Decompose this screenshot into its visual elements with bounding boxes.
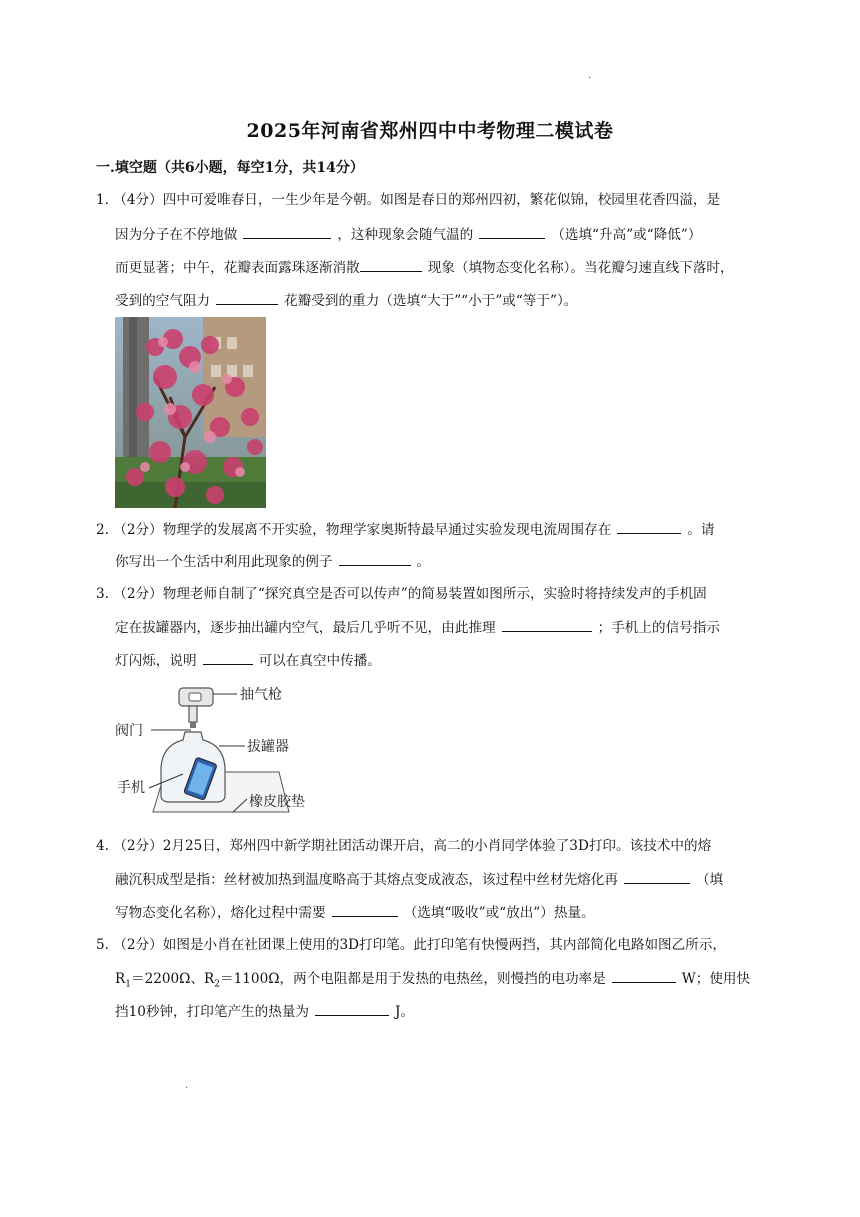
- q5-text: J。: [395, 1004, 415, 1020]
- valve-shape: [190, 722, 196, 728]
- q4-line-1: 4. （2分）2月25日，郑州四中新学期社团活动课开启，高二的小肖同学体验了3D打印。该技术中的熔: [96, 838, 712, 854]
- q1-text: 现象（填物态变化名称）。当花瓣匀速直线下落时，: [427, 260, 734, 276]
- q3-line-1: 3. （2分）物理老师自制了“探究真空是否可以传声”的简易装置如图所示，实验时将持续发声的手机固: [96, 586, 707, 602]
- q4-text: 写物态变化名称），熔化过程中需要: [115, 905, 326, 921]
- q5-r1-subscript: 1: [125, 979, 131, 990]
- label-valve: 阀门: [115, 723, 143, 739]
- apparatus-figure: [113, 684, 313, 824]
- q3-blank-1[interactable]: [502, 617, 592, 632]
- q1-text: ，这种现象会随气温的: [337, 227, 474, 243]
- q4-text: 融沉积成型是指：丝材被加热到温度略高于其熔点变成液态，该过程中丝材先熔化再: [115, 872, 618, 888]
- q4-text: （选填“吸收”或“放出”）热量。: [403, 905, 595, 921]
- footer-dot: .: [185, 1080, 189, 1091]
- q1-line-3: [115, 257, 734, 278]
- q1-line-2: [115, 224, 701, 245]
- q5-blank-2[interactable]: [315, 1001, 389, 1016]
- q5-line-1: 5. （2分）如图是小肖在社团课上使用的3D打印笔。此打印笔有快慢两挡，其内部简化电路如图乙所示，: [96, 937, 727, 953]
- cherry-blossom-image: [115, 317, 266, 508]
- section-heading: 一.填空题（共6小题，每空1分，共14分）: [96, 160, 364, 176]
- q1-text: 花瓣受到的重力（选填“大于”“小于”或“等于”）。: [284, 293, 578, 309]
- q1-line-4: [115, 290, 577, 311]
- q3-blank-2[interactable]: [203, 650, 253, 665]
- q5-blank-1[interactable]: [612, 968, 676, 983]
- q3-text: 可以在真空中传播。: [258, 653, 381, 669]
- q1-text: 受到的空气阻力: [115, 293, 211, 309]
- label-pump-gun: 抽气枪: [240, 687, 282, 703]
- q3-text: 定在拔罐器内，逐步抽出罐内空气，最后几乎听不见，由此推理: [115, 620, 496, 636]
- q4-line-3: [115, 902, 595, 923]
- q5-line-2: [115, 968, 750, 995]
- q3-line-3: [115, 650, 381, 671]
- q2-text: 你写出一个生活中利用此现象的例子: [115, 554, 333, 570]
- q1-line-1: 1. （4分）四中可爱唯春日，一生少年是今朝。如图是春日的郑州四初，繁花似锦，校园里花香四溢，是: [96, 192, 721, 208]
- q2-line-2: [115, 551, 430, 572]
- q4-text: （填: [695, 872, 724, 888]
- q2-text: 。: [416, 554, 431, 570]
- q1-text: 而更显著；中午，花瓣表面露珠逐渐消散: [115, 260, 360, 276]
- label-rubber-pad: 橡皮胶垫: [249, 794, 305, 810]
- q1-blank-4[interactable]: [216, 290, 278, 305]
- q1-blank-3[interactable]: [360, 257, 422, 272]
- q5-r2-symbol: R: [204, 971, 215, 987]
- vacuum-apparatus-diagram: [113, 684, 313, 824]
- q5-text: 挡10秒钟，打印笔产生的热量为: [115, 1004, 310, 1020]
- q3-text: 灯闪烁，说明: [115, 653, 197, 669]
- q2-line-1: [96, 519, 715, 540]
- q5-r2-subscript: 2: [214, 979, 221, 990]
- q1-blank-2[interactable]: [479, 224, 545, 239]
- label-cupping-jar: 拔罐器: [247, 739, 289, 755]
- cherry-blossom-photo: [115, 317, 266, 508]
- q1-text: （选填“升高”或“降低”）: [551, 227, 702, 243]
- header-dot: .: [588, 70, 592, 81]
- q4-blank-2[interactable]: [332, 902, 398, 917]
- q1-text: 因为分子在不停地做: [115, 227, 238, 243]
- q3-line-2: [115, 617, 720, 638]
- q5-text: ＝1100Ω，两个电阻都是用于发热的电热丝，则慢挡的电功率是: [220, 971, 606, 987]
- q5-text: ＝2200Ω、: [130, 971, 205, 987]
- q2-blank-2[interactable]: [339, 551, 411, 566]
- q4-blank-1[interactable]: [624, 869, 690, 884]
- q5-text: W；使用快: [681, 971, 751, 987]
- label-phone: 手机: [117, 780, 145, 796]
- q5-r1-symbol: R: [115, 971, 126, 987]
- q2-text: 2. （2分）物理学的发展离不开实验，物理学家奥斯特最早通过实验发现电流周围存在: [96, 522, 612, 538]
- q4-line-2: [115, 869, 723, 890]
- q2-blank-1[interactable]: [617, 519, 681, 534]
- q2-text: 。请: [687, 522, 715, 538]
- q1-blank-1[interactable]: [243, 224, 331, 239]
- page-title: 2025年河南省郑州四中中考物理二模试卷: [246, 120, 614, 142]
- q5-line-3: [115, 1001, 414, 1022]
- q3-text: ；手机上的信号指示: [597, 620, 720, 636]
